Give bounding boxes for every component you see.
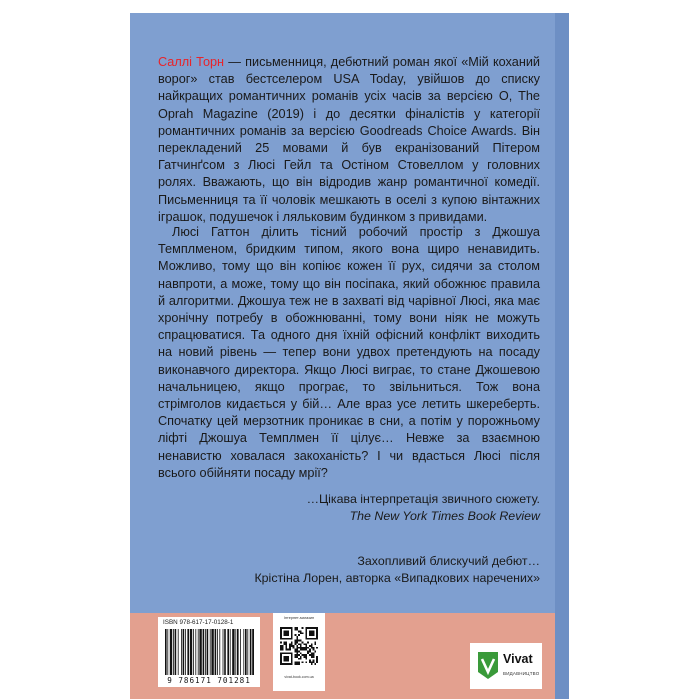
publisher-logo [470,643,542,689]
review-quote-text: …Цікава інтерпретація звичного сюжету. [306,492,540,506]
publisher-subtitle: ВИДАВНИЦТВО [503,671,540,676]
book-back-cover [130,13,566,699]
vivat-leaf-icon [476,650,500,680]
isbn-label: ISBN 978-617-17-0128-1 [163,619,234,626]
review-quote-source: Крістіна Лорен, авторка «Випадкових наречених» [254,571,540,585]
qr-caption-bottom: vivat-book.com.ua [284,675,314,679]
review-quote [254,553,540,587]
review-quote-source: The New York Times Book Review [349,509,540,523]
author-name: Саллі Торн [158,55,225,69]
isbn-barcode-block [158,617,260,687]
author-bio-text: — письменниця, дебютний роман якої «Мій коханий ворог» став бестселером USA Today, увійшов до списку найкращих романтичних романів усіх часів за версією O, The Oprah Magazine (2019) і до десятки фіналістів у категорії романтичних романів за версією Goodreads Choice Awards. Він перекладений 25 мовами й був екранізований Пітером Гатчинґсом з Люсі Гейл та Остіном Стовеллом у головних ролях. Вважають, що він відродив жанр романтичної комедії. Письменниця та її чоловік мешкають в оселі з купою вінтажних іграшок, подушечок і ляльковим будинком з привидами. [158,55,540,224]
author-bio [158,54,540,226]
book-spine-edge [555,13,569,699]
review-quote [307,491,540,525]
qr-code-block [273,613,325,691]
barcode [164,629,254,675]
qr-code [280,627,318,665]
review-quote-text: Захопливий блискучий дебют… [357,554,540,568]
book-blurb: Люсі Гаттон ділить тісний робочий простір з Джошуа Темплменом, бридким типом, якого вона щиро ненавидить. Можливо, тому що він копіює кожен її рух, сидячи за столом навпроти, а може, тому що він посіпака, який обожнює правила й алгоритми. Джошуа теж не в захваті від чарівної Люсі, яка має хронічну потребу в обожнюванні, тому вони ніяк не можуть спрацюватися. Та одного дня їхній офісний конфлікт виходить на новий рівень — тепер вони удвох претендують на посаду виконавчого директора. Якщо Люсі виграє, то стане Джошевою начальницею, якщо програє, то звільниться. Тож вона стрімголов кидається у бій… Але враз усе летить шкереберть. Спочатку цей мерзотник проникає в сни, а потім у порожньому ліфті Джошуа Темплмен її цілує… Невже за взаємною ненавистю ховалася закоханість? І чи вдасться Люсі після всього обійняти посаду мрії? [158,225,540,480]
barcode-digits: 9 786171 701281 [167,676,251,685]
qr-caption-top: Інтернет-магазин [283,616,315,620]
publisher-name: Vivat [503,652,533,666]
